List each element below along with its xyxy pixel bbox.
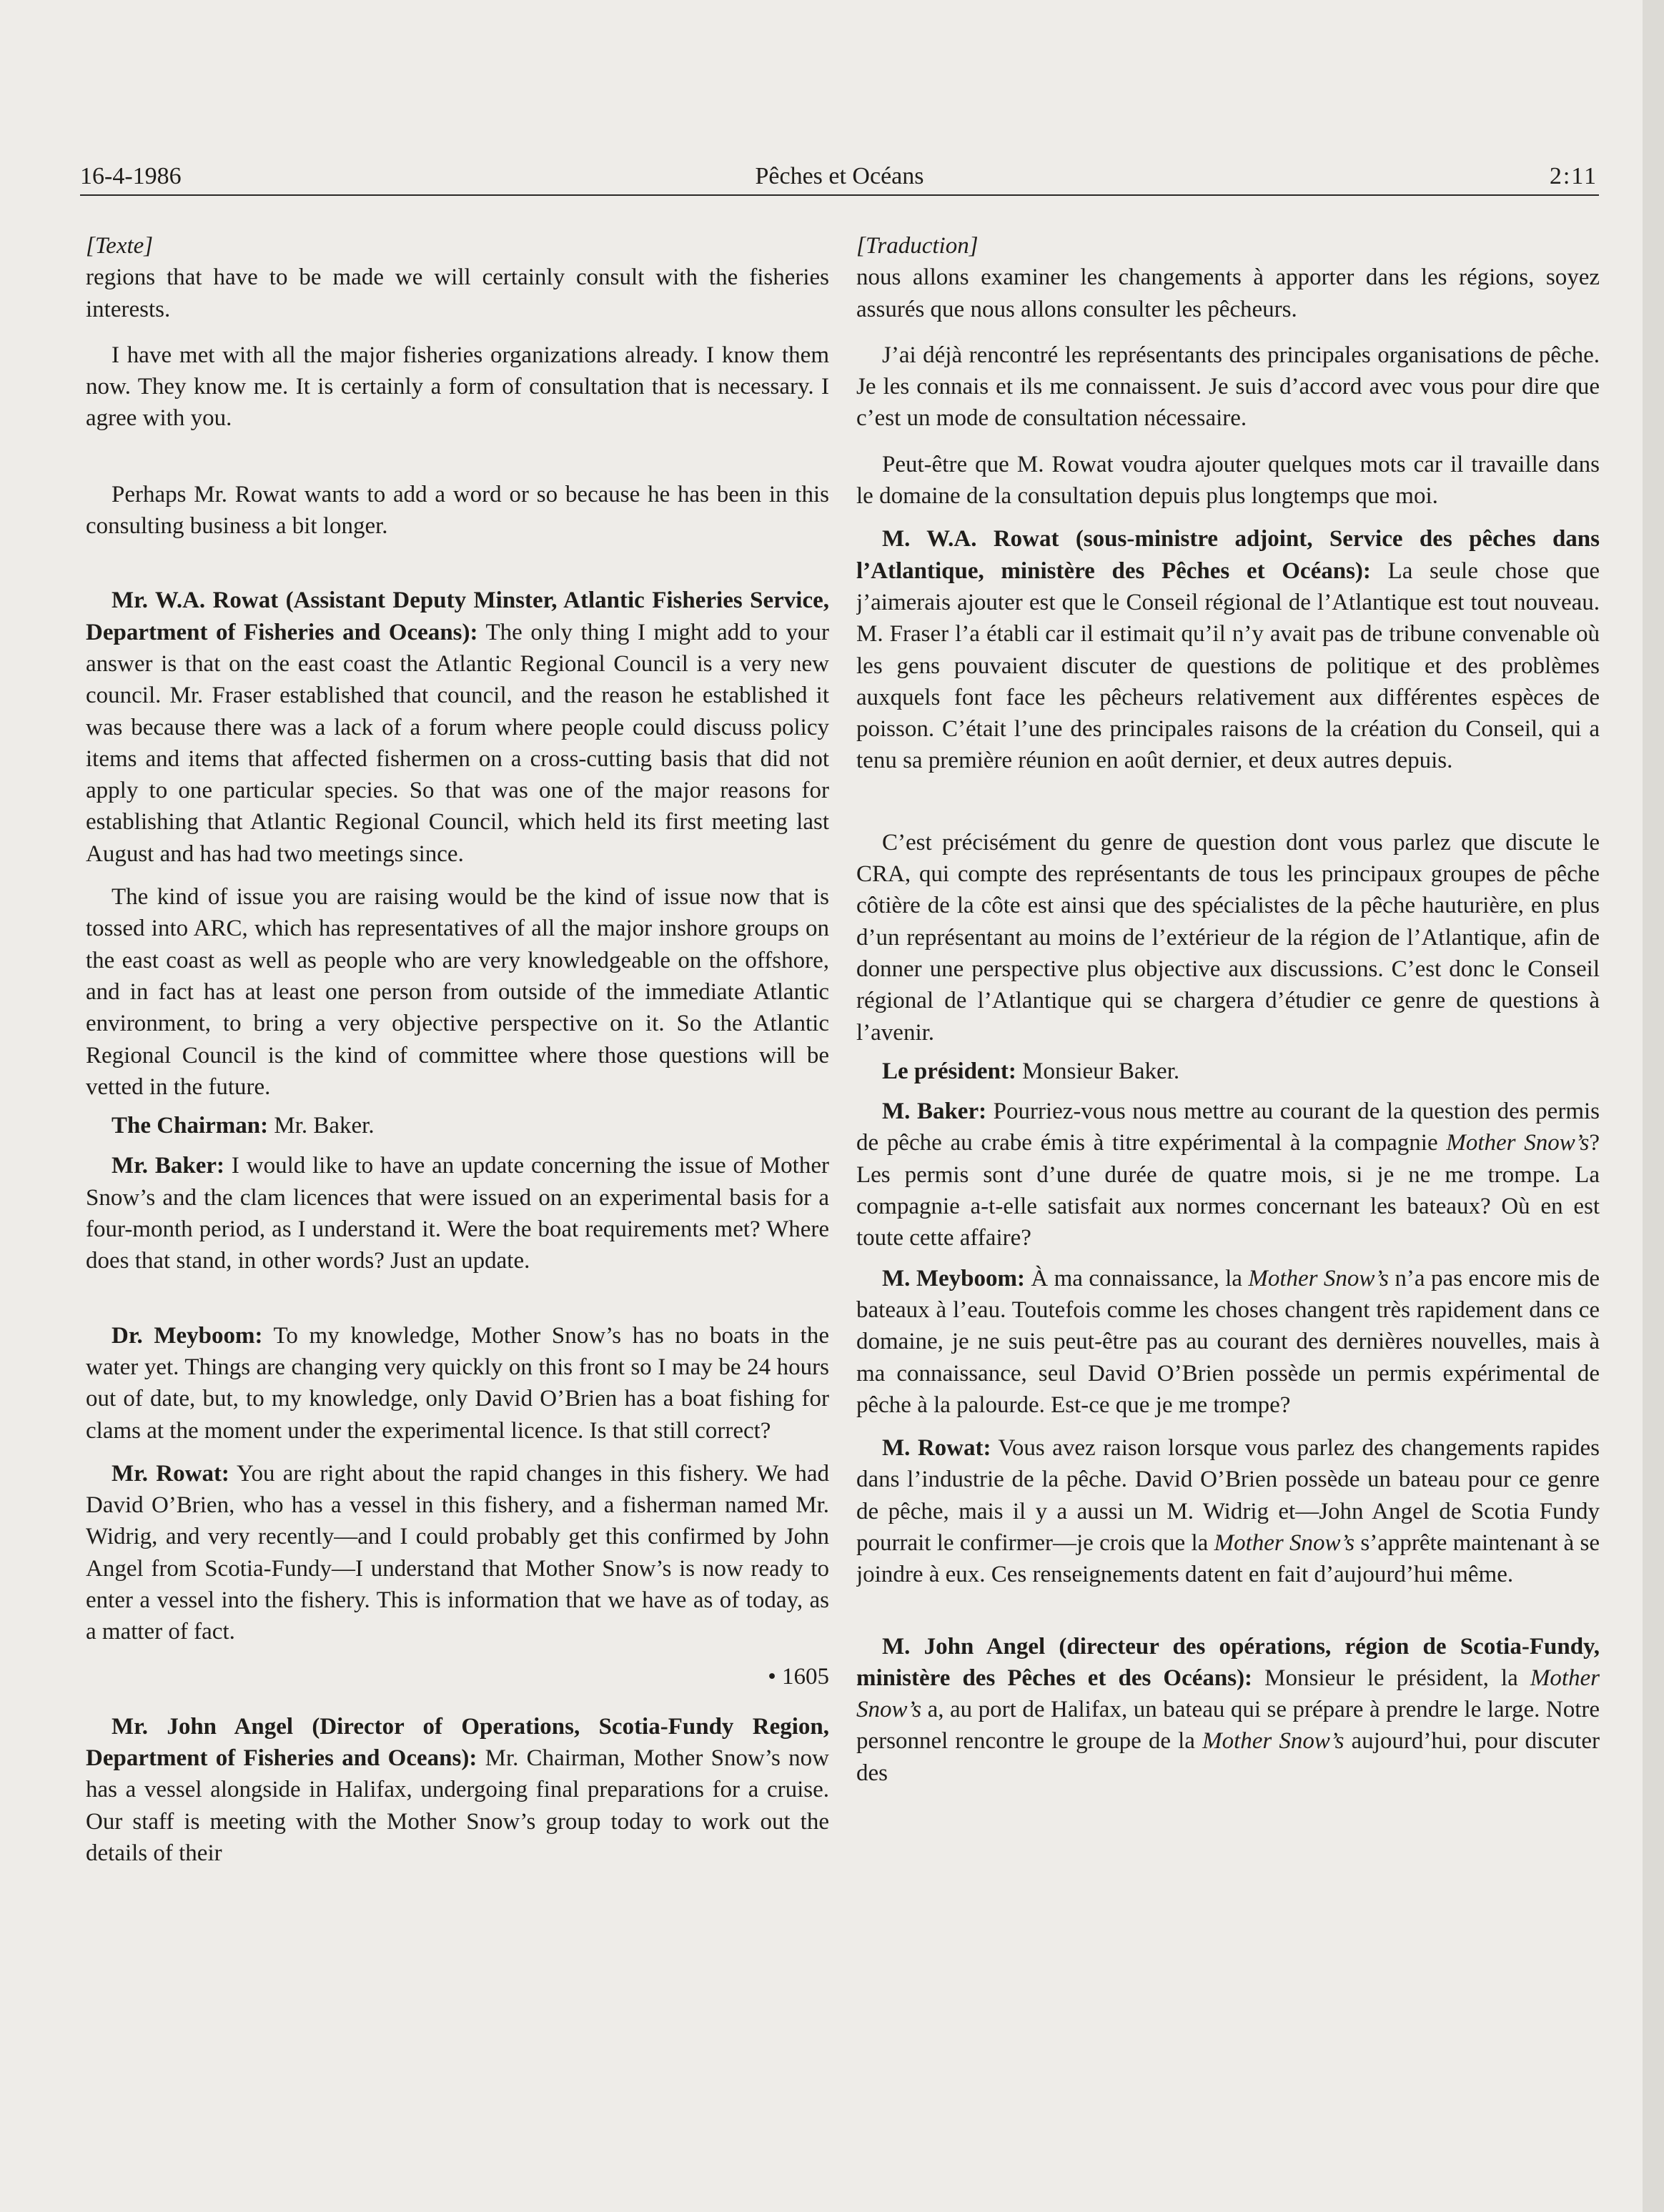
- paragraph: regions that have to be made we will certainly consult with the fisheries interests.: [86, 264, 829, 322]
- speaker: Mr. Baker:: [112, 1153, 225, 1179]
- paragraph: Perhaps Mr. Rowat wants to add a word or so because he has been in this consulting business a bit longer.: [86, 481, 829, 540]
- speaker: Mr. W.A. Rowat (Assistant Deputy Minster, Atlantic Fisheries Service, Department of Fisheries and Oceans):: [86, 587, 829, 645]
- speech-text: ? Les permis sont d’une durée de quatre mois, si je ne me trompe. La compagnie a-t-elle satisfait aux normes concernant les bateaux? Où en est toute cette affaire?: [856, 1130, 1600, 1251]
- speech: [856, 1263, 1600, 1421]
- time-marker: • 1605: [768, 1663, 829, 1690]
- speech-text: You are right about the rapid changes in this fishery. We had David O’Brien, who has a vessel in this fishery, and a fisherman named Mr. Widrig, and very recently—and I could probably get this confirmed by John Angel from Scotia-Fundy—I understand that Mother Snow’s is now ready to enter a vessel into the fishery. This is information that we have as of today, as a matter of fact.: [86, 1460, 829, 1645]
- speech: [856, 1432, 1600, 1590]
- company-name: Mother Snow’s: [1446, 1130, 1590, 1156]
- page-edge: [1643, 0, 1664, 2212]
- speech: [86, 1711, 829, 1869]
- french-column: [856, 230, 1600, 2117]
- speaker: M. W.A. Rowat (sous-ministre adjoint, Service des pêches dans l’Atlantique, ministère des Pêches et Océans):: [856, 526, 1600, 584]
- header-page-number: 2:11: [1549, 163, 1598, 189]
- company-name: Mother Snow’s: [1202, 1728, 1344, 1755]
- speech-text: Pourriez-vous nous mettre au courant de la question des permis de pêche au crabe émis à titre expérimental à la compagnie: [856, 1098, 1600, 1156]
- speech: [86, 1320, 829, 1447]
- column-label-text: Traduction: [865, 233, 969, 259]
- speech-text: Monsieur Baker.: [1016, 1058, 1180, 1084]
- header-title: Pêches et Océans: [755, 163, 924, 189]
- company-name: Mother Snow’s: [856, 1665, 1600, 1723]
- speech-text: La seule chose que j’aimerais ajouter est que le Conseil régional de l’Atlantique est tout nouveau. M. Fraser l’a établi car il estimait qu’il n’y avait pas de tribune convenable où les gens pouvaient discuter de questions de politique et des problèmes auxquels font face les pêcheurs relativement aux différentes espèces de poisson. C’était l’une des principales raisons de la création du Conseil, qui a tenu sa première réunion en août dernier, et deux autres depuis.: [856, 557, 1600, 774]
- paragraph: nous allons examiner les changements à apporter dans les régions, soyez assurés que nous allons consulter les pêcheurs.: [856, 264, 1600, 322]
- speaker: M. John Angel (directeur des opérations, région de Scotia-Fundy, ministère des Pêches et des Océans):: [856, 1633, 1600, 1691]
- speaker: M. Baker:: [882, 1098, 987, 1125]
- speech-text: a, au port de Halifax, un bateau qui se prépare à prendre le large. Notre personnel rencontre le groupe de la: [856, 1697, 1600, 1755]
- column-label: [Traduction]: [856, 233, 979, 259]
- speech: [856, 1096, 1600, 1254]
- speech-text: Vous avez raison lorsque vous parlez des changements rapides dans l’industrie de la pêche. David O’Brien possède un bateau pour ce genre de pêche, mais il y a aussi un M. Widrig et—John Angel de Scotia Fundy pourrait le confirmer—je crois que la: [856, 1435, 1600, 1556]
- speaker: Mr. John Angel (Director of Operations, Scotia-Fundy Region, Department of Fisheries and Oceans):: [86, 1713, 829, 1772]
- speech: [86, 1458, 829, 1648]
- speech-text: aujourd’hui, pour discuter des: [856, 1728, 1600, 1786]
- paragraph: J’ai déjà rencontré les représentants des principales organisations de pêche. Je les connais et ils me connaissent. Je suis d’accord avec vous pour dire que c’est un mode de consultation nécessaire.: [856, 342, 1600, 432]
- speech-text: I would like to have an update concerning the issue of Mother Snow’s and the clam licences that were issued on an experimental basis for a four-month period, as I understand it. Were the boat requirements met? Where does that stand, in other words? Just an update.: [86, 1153, 829, 1274]
- speech: [856, 1631, 1600, 1789]
- speaker: M. Meyboom:: [882, 1265, 1025, 1291]
- company-name: Mother Snow’s: [1214, 1529, 1355, 1556]
- speaker: Le président:: [882, 1058, 1016, 1084]
- speech-text: Mr. Baker.: [268, 1113, 375, 1139]
- speech-text: Mr. Chairman, Mother Snow’s now has a vessel alongside in Halifax, undergoing final preparations for a cruise. Our staff is meeting with the Mother Snow’s group today to work out the details of their: [86, 1745, 829, 1867]
- speech: [86, 1110, 829, 1141]
- header-date: 16-4-1986: [80, 163, 182, 189]
- speaker: The Chairman:: [112, 1113, 269, 1139]
- english-column: [86, 230, 829, 2117]
- speaker: Mr. Rowat:: [112, 1460, 229, 1487]
- speech-text: Monsieur le président, la: [1252, 1665, 1530, 1691]
- paragraph: Peut-être que M. Rowat voudra ajouter quelques mots car il travaille dans le domaine de la consultation depuis plus longtemps que moi.: [856, 451, 1600, 510]
- paragraph: I have met with all the major fisheries organizations already. I know them now. They know me. It is certainly a form of consultation that is necessary. I agree with you.: [86, 342, 829, 432]
- speaker: Dr. Meyboom:: [112, 1322, 263, 1349]
- speech-text: s’apprête maintenant à se joindre à eux. Ces renseignements datent en fait d’aujourd’hui même.: [856, 1529, 1600, 1588]
- speech: [86, 585, 829, 870]
- company-name: Mother Snow’s: [1248, 1265, 1389, 1291]
- column-label-text: Texte: [94, 233, 144, 259]
- speech-text: À ma connaissance, la: [1024, 1265, 1249, 1291]
- column-label: [Texte]: [86, 233, 154, 259]
- speech: [856, 523, 1600, 776]
- paragraph: The kind of issue you are raising would be the kind of issue now that is tossed into ARC, which has representatives of all the major inshore groups on the east coast as well as people who are very knowledgeable on the offshore, and in fact has at least one person from outside of the immediate Atlantic environment, to bring a very objective perspective on it. So the Atlantic Regional Council is the kind of committee where those questions will be vetted in the future.: [86, 884, 829, 1100]
- paragraph: C’est précisément du genre de question dont vous parlez que discute le CRA, qui compte des représentants de tous les principaux groupes de pêche côtière de la côte est ainsi que des spécialistes de la pêche hauturière, en plus d’un représentant au moins de l’extérieur de la région de l’Atlantique, afin de donner une perspective plus objective aux discussions. C’est donc le Conseil régional de l’Atlantique qui se chargera d’étudier ce genre de questions à l’avenir.: [856, 829, 1600, 1046]
- speech-text: The only thing I might add to your answer is that on the east coast the Atlantic Regional Council is a very new council. Mr. Fraser established that council, and the reason he established it was because there was a lack of a forum where people could discuss policy items and items that affected fishermen on a cross-cutting basis that did not apply to one particular species. So that was one of the major reasons for establishing that Atlantic Regional Council, which held its first meeting last August and has had two meetings since.: [86, 619, 829, 867]
- page-header: [80, 163, 1599, 196]
- speech-text: n’a pas encore mis de bateaux à l’eau. Toutefois comme les choses changent très rapidement dans ce domaine, je ne suis peut-être pas au courant des dernières nouvelles, mais à ma connaissance, seul David O’Brien possède un permis expérimental de pêche à la palourde. Est-ce que je me trompe?: [856, 1265, 1600, 1418]
- speech-text: To my knowledge, Mother Snow’s has no boats in the water yet. Things are changing very quickly on this front so I may be 24 hours out of date, but, to my knowledge, only David O’Brien has a boat fishing for clams at the moment under the experimental licence. Is that still correct?: [86, 1322, 829, 1444]
- speech: [86, 1150, 829, 1276]
- speaker: M. Rowat:: [882, 1435, 991, 1462]
- speech: [856, 1056, 1600, 1087]
